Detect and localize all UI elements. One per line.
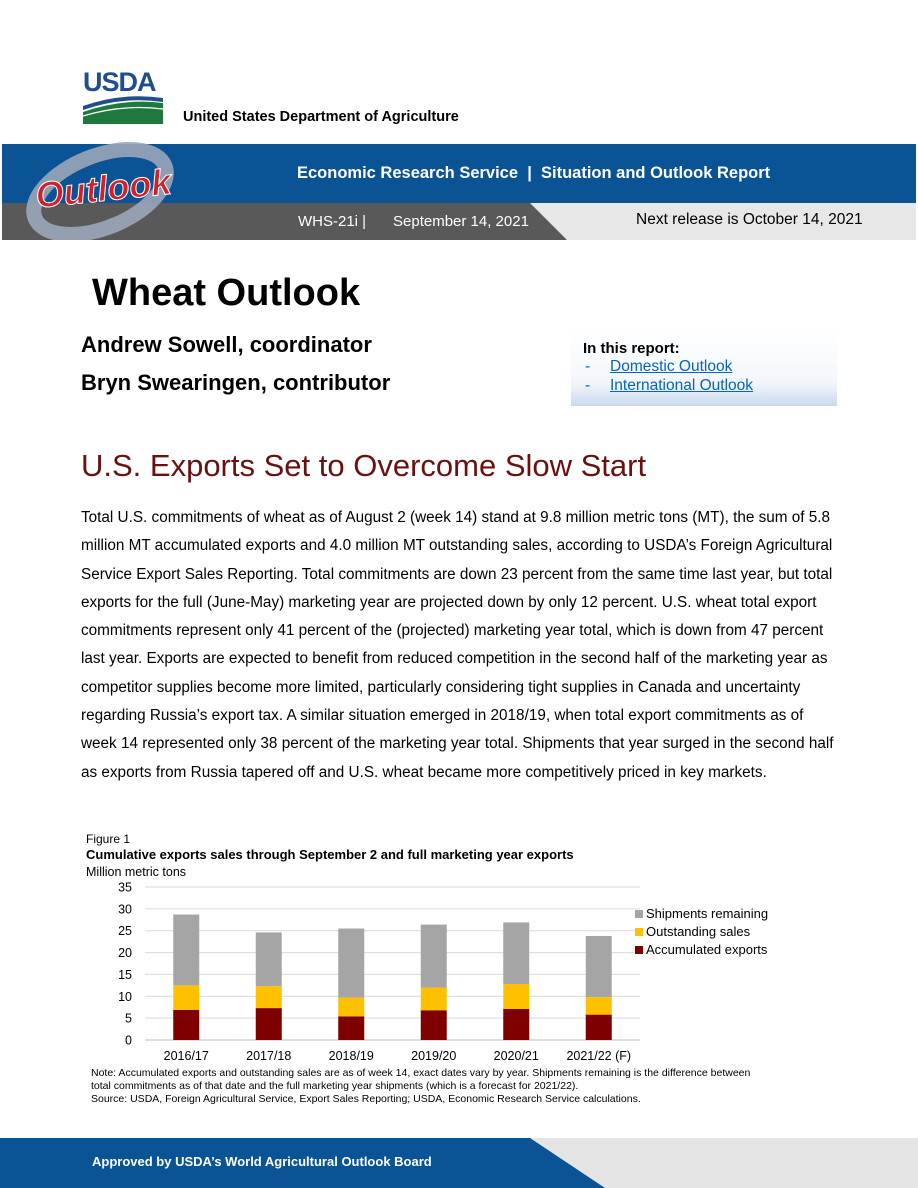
x-tick-label: 2018/19 — [328, 1049, 374, 1063]
bar-segment — [256, 1008, 282, 1040]
figure-note: Note: Accumulated exports and outstanding sales are as of week 14, exact dates vary by year. Shipments remaining is the difference between total commitments as of that date and the full marketing year shipments (which is a forecast for 2021/22). — [91, 1067, 751, 1092]
y-tick-label: 15 — [118, 967, 132, 982]
bar-segment — [173, 985, 199, 1009]
x-tick-label: 2019/20 — [411, 1049, 457, 1063]
figure-title: Cumulative exports sales through September 2 and full marketing year exports — [86, 847, 574, 862]
figure-label: Figure 1 — [86, 832, 131, 846]
y-tick-label: 35 — [118, 880, 132, 895]
y-tick-label: 10 — [118, 989, 132, 1004]
toc-dash: - — [585, 358, 591, 375]
y-tick-label: 5 — [125, 1011, 132, 1026]
link-domestic-outlook[interactable]: Domestic Outlook — [610, 358, 733, 375]
toc-item-domestic[interactable] — [585, 358, 732, 376]
legend-label: Shipments remaining — [646, 906, 769, 921]
bar-segment — [338, 998, 364, 1017]
bar-segment — [421, 925, 447, 988]
bar-segment — [173, 1010, 199, 1040]
figure-units: Million metric tons — [86, 865, 187, 879]
y-tick-label: 25 — [118, 924, 132, 939]
legend-swatch — [635, 946, 643, 954]
x-tick-label: 2016/17 — [163, 1049, 209, 1063]
bar-segment — [421, 988, 447, 1011]
figure-note-block — [91, 1067, 761, 1105]
toc-item-international[interactable] — [585, 377, 753, 395]
bar-segment — [586, 997, 612, 1014]
body-paragraph: Total U.S. commitments of wheat as of August 2 (week 14) stand at 9.8 million metric tons (MT), the sum of 5.8 million MT accumulated exports and 4.0 million MT outstanding sales, according to USDA’s Foreign Agricultural Service Export Sales Reporting. Total commitments are down 23 percent from the same time last year, but total exports for the full (June-May) marketing year are projected down by only 12 percent. U.S. wheat total export commitments represent only 41 percent of the (projected) marketing year total, which is down from 47 percent last year. Exports are expected to benefit from reduced competition in the second half of the marketing year as competitor supplies become more limited, particularly considering tight supplies in Canada and uncertainty regarding Russia’s export tax. A similar situation emerged in 2018/19, when total export commitments as of week 14 represented only 38 percent of the marketing year total. Shipments that year surged in the second half as exports from Russia tapered off and U.S. wheat became more competitively priced in key markets. — [81, 509, 834, 781]
bar-segment — [256, 986, 282, 1008]
usda-logo-graphic — [83, 68, 163, 124]
bar-segment — [503, 922, 529, 984]
bar-segment — [338, 929, 364, 998]
section-heading: U.S. Exports Set to Overcome Slow Start — [81, 448, 647, 483]
bar-segment — [586, 1015, 612, 1040]
usda-logo — [83, 68, 163, 124]
bar-segment — [586, 936, 612, 997]
report-date: September 14, 2021 — [393, 213, 529, 230]
legend-label: Accumulated exports — [646, 942, 768, 957]
in-this-report-box — [571, 332, 837, 406]
page-title: Wheat Outlook — [92, 272, 361, 314]
bar-segment — [421, 1010, 447, 1040]
report-id: WHS-21i | — [298, 213, 367, 230]
figure-source: Source: USDA, Foreign Agricultural Service, Export Sales Reporting; USDA, Economic Research Service calculations. — [91, 1092, 641, 1105]
bar-segment — [503, 1009, 529, 1040]
usda-logo-text: USDA — [83, 67, 156, 97]
footer-text: Approved by USDA’s World Agricultural Outlook Board — [92, 1154, 432, 1169]
legend-label: Outstanding sales — [646, 924, 751, 939]
outlook-logo-text: Outlook — [33, 160, 174, 216]
bar-segment — [256, 932, 282, 986]
link-international-outlook[interactable]: International Outlook — [610, 377, 754, 394]
x-tick-label: 2021/22 (F) — [566, 1049, 632, 1063]
next-release: Next release is October 14, 2021 — [636, 211, 863, 228]
bar-segment — [173, 915, 199, 986]
bar-segment — [338, 1016, 364, 1040]
author-contributor: Bryn Swearingen, contributor — [81, 370, 391, 395]
stacked-bar-chart — [0, 878, 918, 1068]
legend-swatch — [635, 910, 643, 918]
x-tick-label: 2020/21 — [493, 1049, 539, 1063]
author-coordinator: Andrew Sowell, coordinator — [81, 332, 372, 357]
toc-dash: - — [585, 377, 591, 394]
in-this-report-title: In this report: — [583, 340, 680, 357]
department-name: United States Department of Agriculture — [183, 109, 459, 125]
banner-title: Economic Research Service | Situation and Outlook Report — [297, 164, 771, 182]
legend-swatch — [635, 928, 643, 936]
y-tick-label: 30 — [118, 902, 132, 917]
y-tick-label: 0 — [125, 1033, 132, 1048]
x-tick-label: 2017/18 — [246, 1049, 292, 1063]
bar-segment — [503, 984, 529, 1009]
outlook-logo — [22, 140, 182, 240]
y-tick-label: 20 — [118, 946, 132, 961]
